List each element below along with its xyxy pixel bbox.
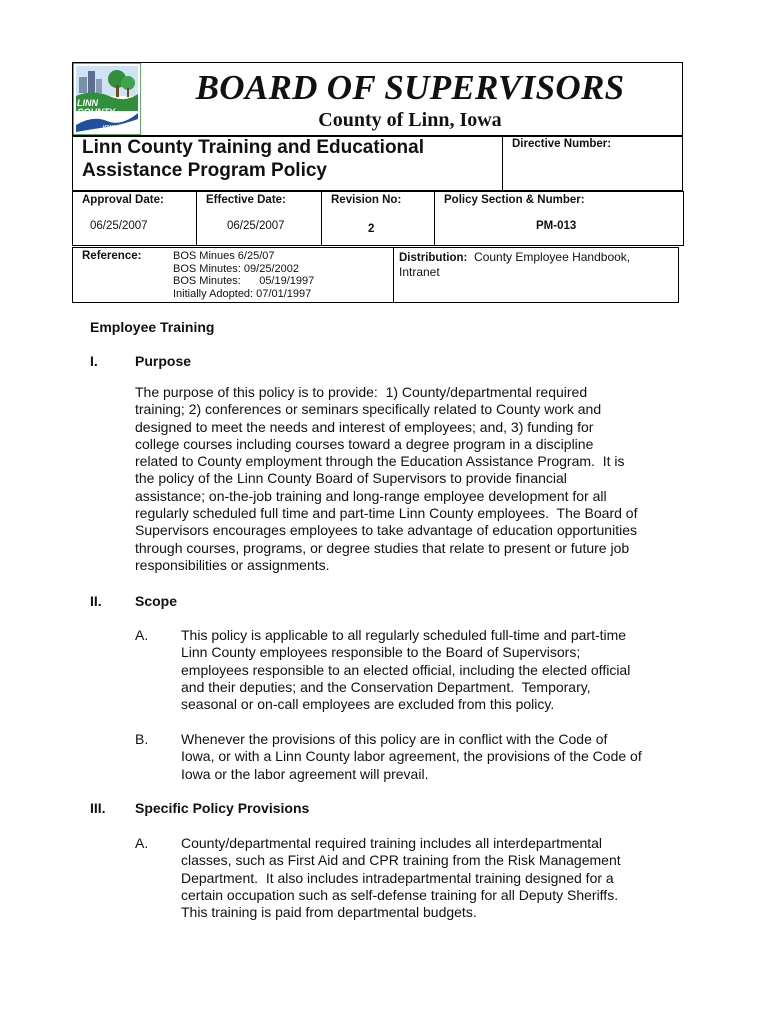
scope-item-a xyxy=(181,627,681,713)
revision-label: Revision No: xyxy=(331,194,402,206)
distribution-value2: Intranet xyxy=(399,265,440,279)
logo-text: LINN COUNTY xyxy=(77,98,115,117)
text-line: designed to meet the needs and interest of employees; and, 3) funding for xyxy=(135,418,594,435)
section-title: Specific Policy Provisions xyxy=(135,800,310,816)
effective-label: Effective Date: xyxy=(206,194,286,206)
text-line: employees responsible to an elected official, including the elected official xyxy=(181,661,631,678)
distribution-text xyxy=(399,250,630,279)
text-line: County/departmental required training includes all interdepartmental xyxy=(181,835,603,851)
text-line: This training is paid from departmental budgets. xyxy=(181,904,477,921)
text-line: college courses including courses toward a degree program in a discipline xyxy=(135,435,594,452)
page-heading: Employee Training xyxy=(90,319,215,335)
text-line: Iowa or the labor agreement will prevail. xyxy=(181,765,429,782)
distribution-value: County Employee Handbook, xyxy=(474,250,631,264)
approval-label: Approval Date: xyxy=(82,194,164,206)
section-number: III. xyxy=(90,800,106,816)
reference-line: BOS Minutes: 09/25/2002 xyxy=(173,262,299,275)
text-line: regularly scheduled full time and part-time Linn County employees. The Board of xyxy=(135,505,638,522)
text-line: classes, such as First Aid and CPR training from the Risk Management xyxy=(181,852,621,869)
text-line: related to County employment through the Education Assistance Program. It is xyxy=(135,453,625,470)
section-value: PM-013 xyxy=(536,220,577,232)
logo-subtext: IOWA xyxy=(103,125,117,131)
effective-value: 06/25/2007 xyxy=(227,220,285,232)
text-line: through courses, programs, or degree studies that relate to present or future job xyxy=(135,539,630,556)
scope-item-b xyxy=(181,731,681,783)
text-line: assistance; on-the-job training and long-range employee development for all xyxy=(135,487,607,504)
section-label: Policy Section & Number: xyxy=(444,194,585,206)
text-line: Supervisors encourages employees to take advantage of education opportunities xyxy=(135,522,637,539)
item-label: B. xyxy=(135,731,149,747)
text-line: responsibilities or assignments. xyxy=(135,556,330,573)
text-line: Linn County employees responsible to the Board of Supervisors; xyxy=(181,644,581,661)
text-line: seasonal or on-call employees are excluded from this policy. xyxy=(181,696,555,713)
policy-title-line1: Linn County Training and Educational xyxy=(82,137,424,158)
text-line: certain occupation such as self-defense training for all Deputy Sheriffs. xyxy=(181,886,619,903)
text-line: Whenever the provisions of this policy are in conflict with the Code of xyxy=(181,731,608,747)
provisions-item-a xyxy=(181,835,681,921)
distribution-label: Distribution: xyxy=(399,252,468,264)
section-number: II. xyxy=(90,593,102,609)
linn-county-logo xyxy=(73,63,141,135)
policy-title xyxy=(82,136,424,182)
section-title: Purpose xyxy=(135,353,192,369)
item-label: A. xyxy=(135,627,149,643)
reference-line: BOS Minutes: 05/19/1997 xyxy=(173,275,315,287)
reference-lines xyxy=(173,250,314,300)
policy-title-line2: Assistance Program Policy xyxy=(82,160,327,181)
text-line: training; 2) conferences or seminars specifically related to County work and xyxy=(135,401,602,418)
section-number: I. xyxy=(90,353,98,369)
text-line: Iowa, or with a Linn County labor agreement, the provisions of the Code of xyxy=(181,748,642,765)
reference-line: BOS Minues 6/25/07 xyxy=(173,250,275,262)
reference-line: Initially Adopted: 07/01/1997 xyxy=(173,287,312,300)
text-line: This policy is applicable to all regularly scheduled full-time and part-time xyxy=(181,627,627,643)
item-label: A. xyxy=(135,835,149,851)
text-line: The purpose of this policy is to provide: 1) County/departmental required xyxy=(135,384,588,400)
purpose-paragraph xyxy=(135,384,680,574)
approval-value: 06/25/2007 xyxy=(90,220,148,232)
reference-label: Reference: xyxy=(82,250,142,262)
section-title: Scope xyxy=(135,593,178,609)
text-line: and their deputies; and the Conservation Department. Temporary, xyxy=(181,678,591,695)
header-subtitle: County of Linn, Iowa xyxy=(318,109,502,131)
text-line: the policy of the Linn County Board of Supervisors to provide financial xyxy=(135,470,567,487)
directive-label: Directive Number: xyxy=(512,138,612,150)
header-title: BOARD OF SUPERVISORS xyxy=(195,68,625,107)
text-line: Department. It also includes intradepartmental training designed for a xyxy=(181,869,614,886)
revision-value: 2 xyxy=(368,223,375,235)
